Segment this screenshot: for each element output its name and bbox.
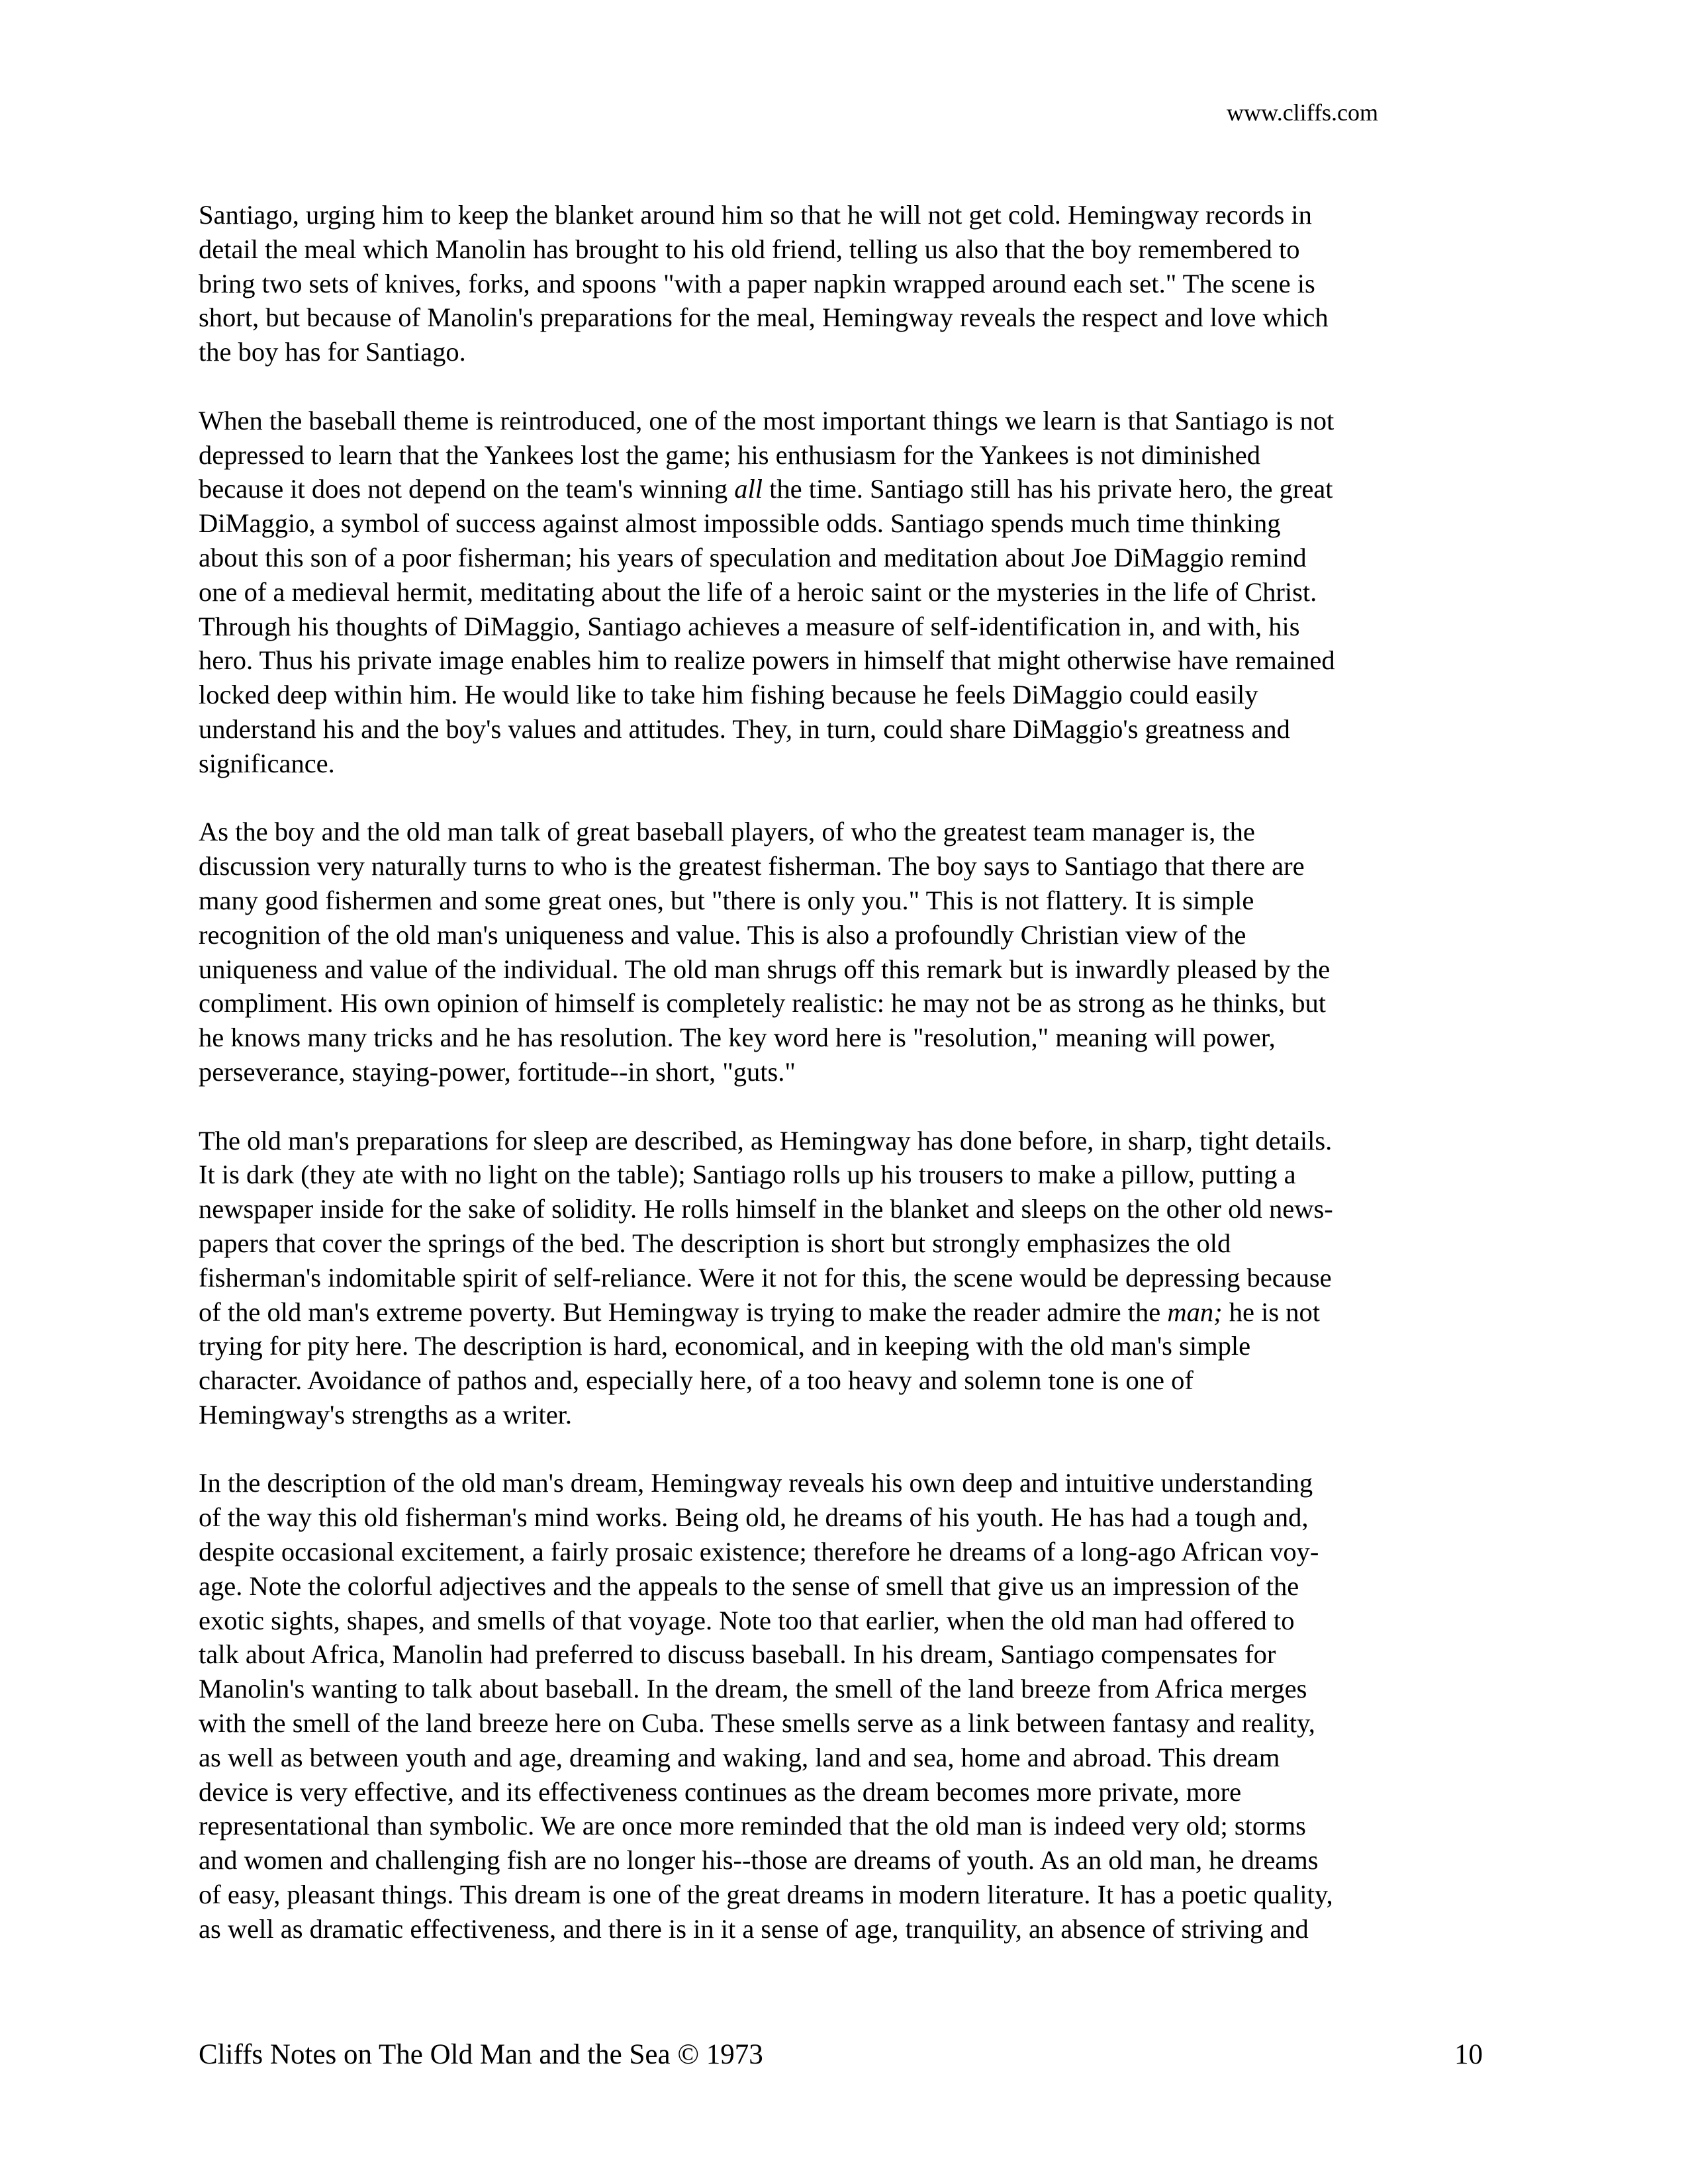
text-run: understand his and the boy's values and attitudes. They, in turn, could share DiMaggio's greatness and <box>199 713 1290 744</box>
text-run: discussion very naturally turns to who is the greatest fisherman. The boy says to Santiago that there are <box>199 851 1305 882</box>
text-line <box>199 610 1483 644</box>
text-run: perseverance, staying-power, fortitude--in short, "guts." <box>199 1056 796 1087</box>
text-line <box>199 1466 1483 1500</box>
text-line <box>199 1158 1483 1192</box>
text-run: despite occasional excitement, a fairly prosaic existence; therefore he dreams of a long-ago African voy- <box>199 1537 1319 1567</box>
paragraph <box>199 198 1483 369</box>
text-line <box>199 678 1483 712</box>
text-line <box>199 1363 1483 1398</box>
text-line <box>199 952 1483 987</box>
text-run: It is dark (they ate with no light on the table); Santiago rolls up his trousers to make a pillow, putting a <box>199 1160 1296 1190</box>
text-line <box>199 747 1483 781</box>
italic-text: all <box>734 474 763 504</box>
text-run: papers that cover the springs of the bed. The description is short but strongly emphasizes the old <box>199 1228 1231 1258</box>
text-line <box>199 1672 1483 1706</box>
text-line <box>199 1912 1483 1946</box>
text-run: uniqueness and value of the individual. The old man shrugs off this remark but is inwardly pleased by the <box>199 954 1331 984</box>
text-line <box>199 1192 1483 1226</box>
text-line <box>199 1569 1483 1604</box>
text-run: trying for pity here. The description is hard, economical, and in keeping with the old man's simple <box>199 1331 1251 1361</box>
text-run: device is very effective, and its effectiveness continues as the dream becomes more private, more <box>199 1776 1242 1807</box>
text-run: Hemingway's strengths as a writer. <box>199 1399 573 1430</box>
text-line <box>199 815 1483 849</box>
text-line <box>199 267 1483 301</box>
text-line <box>199 712 1483 747</box>
italic-text: man; <box>1167 1297 1223 1327</box>
text-run: one of a medieval hermit, meditating about the life of a heroic saint or the mysteries in the life of Christ. <box>199 576 1317 607</box>
text-run: DiMaggio, a symbol of success against almost impossible odds. Santiago spends much time thinking <box>199 508 1281 539</box>
text-line <box>199 1226 1483 1261</box>
text-run: exotic sights, shapes, and smells of that voyage. Note too that earlier, when the old man had offered to <box>199 1605 1295 1635</box>
text-line <box>199 404 1483 438</box>
text-line <box>199 1055 1483 1089</box>
text-line <box>199 232 1483 267</box>
text-run: he knows many tricks and he has resolution. The key word here is "resolution," meaning will power, <box>199 1023 1276 1053</box>
text-run: because it does not depend on the team's winning <box>199 474 735 504</box>
text-run: significance. <box>199 748 335 778</box>
text-run: of easy, pleasant things. This dream is one of the great dreams in modern literature. It has a poetic quality, <box>199 1880 1333 1910</box>
text-line <box>199 643 1483 678</box>
text-run: age. Note the colorful adjectives and the appeals to the sense of smell that give us an impression of the <box>199 1570 1299 1601</box>
text-line <box>199 884 1483 918</box>
paragraph <box>199 1466 1483 1946</box>
text-run: the boy has for Santiago. <box>199 337 466 367</box>
text-run: representational than symbolic. We are once more reminded that the old man is indeed very old; storms <box>199 1811 1306 1841</box>
header-url: www.cliffs.com <box>1227 99 1378 126</box>
text-run: In the description of the old man's dream, Hemingway reveals his own deep and intuitive understanding <box>199 1468 1313 1498</box>
text-run: The old man's preparations for sleep are described, as Hemingway has done before, in sharp, tight details. <box>199 1125 1333 1156</box>
text-run: Manolin's wanting to talk about baseball. In the dream, the smell of the land breeze from Africa merges <box>199 1674 1307 1704</box>
text-run: As the boy and the old man talk of great baseball players, of who the greatest team manager is, the <box>199 817 1255 847</box>
text-run: as well as between youth and age, dreaming and waking, land and sea, home and abroad. This dream <box>199 1742 1280 1772</box>
text-line <box>199 1775 1483 1809</box>
text-line <box>199 1637 1483 1672</box>
text-run: Through his thoughts of DiMaggio, Santiago achieves a measure of self-identification in, and with, his <box>199 611 1300 641</box>
text-run: of the way this old fisherman's mind works. Being old, he dreams of his youth. He has had a tough and, <box>199 1502 1309 1533</box>
text-run: talk about Africa, Manolin had preferred to discuss baseball. In his dream, Santiago compensates for <box>199 1639 1276 1670</box>
paragraph <box>199 815 1483 1089</box>
text-line <box>199 849 1483 884</box>
text-line <box>199 918 1483 952</box>
text-line <box>199 1261 1483 1295</box>
text-line <box>199 506 1483 541</box>
text-line <box>199 300 1483 335</box>
text-line <box>199 1878 1483 1912</box>
paragraph <box>199 1124 1483 1432</box>
paragraph <box>199 404 1483 781</box>
text-line <box>199 1329 1483 1363</box>
text-line <box>199 1706 1483 1741</box>
text-run: character. Avoidance of pathos and, especially here, of a too heavy and solemn tone is one of <box>199 1365 1194 1396</box>
text-line <box>199 575 1483 610</box>
text-line <box>199 986 1483 1021</box>
text-line <box>199 1843 1483 1878</box>
text-run: as well as dramatic effectiveness, and there is in it a sense of age, tranquility, an absence of striving and <box>199 1913 1309 1944</box>
text-line <box>199 1124 1483 1158</box>
text-run: newspaper inside for the sake of solidity. He rolls himself in the blanket and sleeps on the other old news- <box>199 1194 1333 1224</box>
text-line <box>199 1021 1483 1055</box>
text-run: of the old man's extreme poverty. But Hemingway is trying to make the reader admire the <box>199 1297 1168 1327</box>
text-line <box>199 1604 1483 1638</box>
text-line <box>199 1741 1483 1775</box>
page-number: 10 <box>1454 2039 1483 2070</box>
text-run: depressed to learn that the Yankees lost the game; his enthusiasm for the Yankees is not diminished <box>199 439 1261 470</box>
text-line <box>199 1398 1483 1432</box>
text-run: the time. Santiago still has his private hero, the great <box>763 474 1333 504</box>
text-line <box>199 1535 1483 1569</box>
text-run: locked deep within him. He would like to take him fishing because he feels DiMaggio could easily <box>199 680 1258 710</box>
text-run: recognition of the old man's uniqueness and value. This is also a profoundly Christian view of the <box>199 919 1246 950</box>
text-run: detail the meal which Manolin has brought to his old friend, telling us also that the boy remembered to <box>199 234 1300 264</box>
text-run: many good fishermen and some great ones, but "there is only you." This is not flattery. It is simple <box>199 885 1254 915</box>
text-run: hero. Thus his private image enables him to realize powers in himself that might otherwise have remained <box>199 645 1335 676</box>
text-run: with the smell of the land breeze here on Cuba. These smells serve as a link between fantasy and reality, <box>199 1708 1315 1739</box>
text-line <box>199 438 1483 473</box>
text-line <box>199 472 1483 506</box>
text-run: When the baseball theme is reintroduced, one of the most important things we learn is that Santiago is not <box>199 405 1335 435</box>
text-line <box>199 1809 1483 1843</box>
text-run: Santiago, urging him to keep the blanket around him so that he will not get cold. Hemingway records in <box>199 200 1312 230</box>
text-run: about this son of a poor fisherman; his years of speculation and meditation about Joe DiMaggio remind <box>199 542 1307 572</box>
body-text <box>199 198 1483 1946</box>
text-line <box>199 1295 1483 1330</box>
footer-title: Cliffs Notes on The Old Man and the Sea © 1973 <box>199 2039 763 2070</box>
text-run: short, but because of Manolin's preparations for the meal, Hemingway reveals the respect and love which <box>199 302 1329 333</box>
text-run: he is not <box>1222 1297 1320 1327</box>
text-run: compliment. His own opinion of himself is completely realistic: he may not be as strong as he thinks, but <box>199 988 1326 1019</box>
text-run: and women and challenging fish are no longer his--those are dreams of youth. As an old man, he dreams <box>199 1845 1319 1876</box>
text-run: bring two sets of knives, forks, and spoons "with a paper napkin wrapped around each set." The scene is <box>199 268 1315 298</box>
text-run: fisherman's indomitable spirit of self-reliance. Were it not for this, the scene would be depressing because <box>199 1262 1332 1293</box>
text-line <box>199 541 1483 575</box>
text-line <box>199 335 1483 369</box>
text-line <box>199 1500 1483 1535</box>
text-line <box>199 198 1483 232</box>
